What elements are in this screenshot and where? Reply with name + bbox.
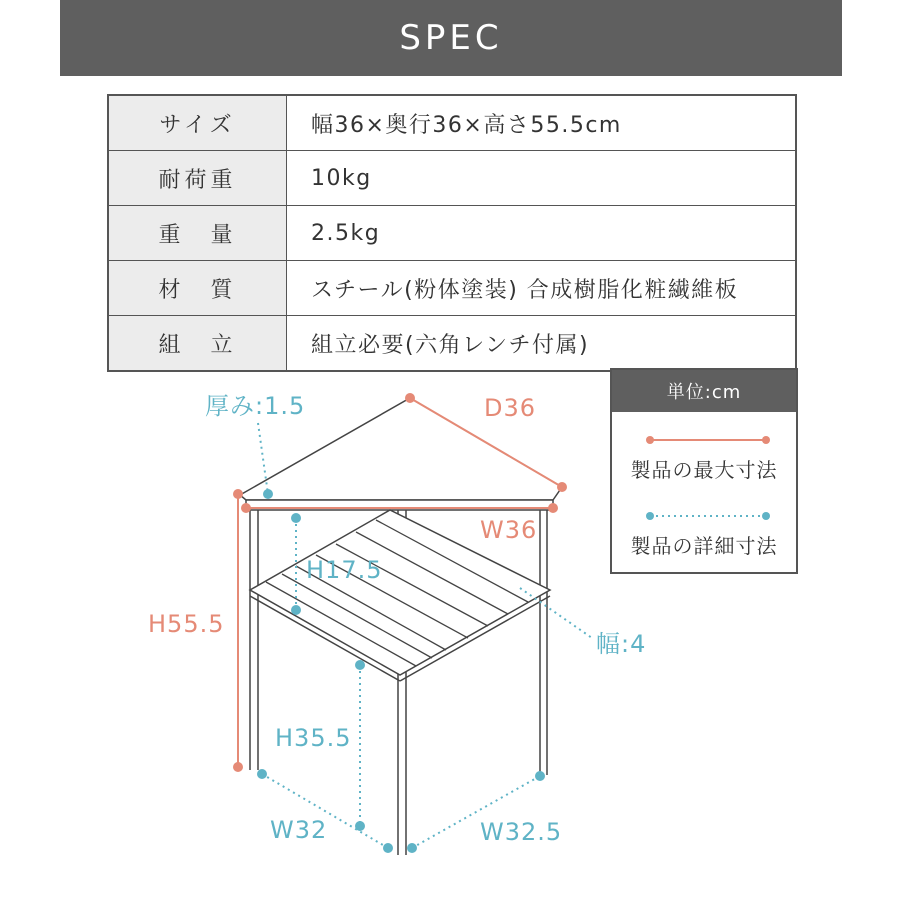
dot bbox=[557, 482, 567, 492]
dot bbox=[355, 821, 365, 831]
legend-unit: 単位:cm bbox=[612, 370, 796, 412]
table-row bbox=[108, 151, 796, 206]
legend-detail-label: 製品の詳細寸法 bbox=[630, 534, 778, 558]
table-row bbox=[108, 95, 796, 151]
dot bbox=[233, 762, 243, 772]
table-row bbox=[108, 261, 796, 316]
label-shelf-height: H17.5 bbox=[306, 556, 383, 584]
row-label-load: 耐荷重 bbox=[108, 151, 287, 206]
row-label-material: 材 質 bbox=[108, 261, 287, 316]
dot bbox=[407, 843, 417, 853]
label-depth: D36 bbox=[484, 394, 537, 422]
dot bbox=[355, 660, 365, 670]
label-base-right: W32.5 bbox=[480, 818, 563, 846]
label-slat-width: 幅:4 bbox=[596, 630, 647, 658]
label-thickness: 厚み:1.5 bbox=[205, 392, 306, 420]
dot bbox=[241, 503, 251, 513]
row-value-weight: 2.5kg bbox=[287, 206, 797, 261]
dot bbox=[535, 771, 545, 781]
label-lower-height: H35.5 bbox=[275, 724, 352, 752]
dot bbox=[383, 843, 393, 853]
row-value-material: スチール(粉体塗装) 合成樹脂化粧繊維板 bbox=[287, 261, 797, 316]
table-diagram bbox=[0, 360, 900, 900]
label-total-height: H55.5 bbox=[148, 610, 225, 638]
row-label-assembly: 組 立 bbox=[108, 316, 287, 372]
spec-header bbox=[60, 0, 842, 76]
dot bbox=[257, 769, 267, 779]
dot bbox=[291, 513, 301, 523]
dot bbox=[291, 605, 301, 615]
slat-width-leader bbox=[520, 588, 592, 638]
label-width-top: W36 bbox=[480, 516, 538, 544]
label-base-left: W32 bbox=[270, 816, 328, 844]
row-value-assembly: 組立必要(六角レンチ付属) bbox=[287, 316, 797, 372]
spec-title: SPEC bbox=[399, 18, 503, 58]
table-row bbox=[108, 206, 796, 261]
table-frame bbox=[240, 398, 562, 855]
row-label-weight: 重 量 bbox=[108, 206, 287, 261]
dot bbox=[233, 489, 243, 499]
dot bbox=[263, 489, 273, 499]
row-value-size: 幅36×奥行36×高さ55.5cm bbox=[287, 95, 797, 151]
row-label-size: サイズ bbox=[108, 95, 287, 151]
dot bbox=[548, 503, 558, 513]
legend-max-label: 製品の最大寸法 bbox=[630, 458, 778, 482]
dot bbox=[405, 393, 415, 403]
row-value-load: 10kg bbox=[287, 151, 797, 206]
spec-table bbox=[107, 94, 797, 372]
